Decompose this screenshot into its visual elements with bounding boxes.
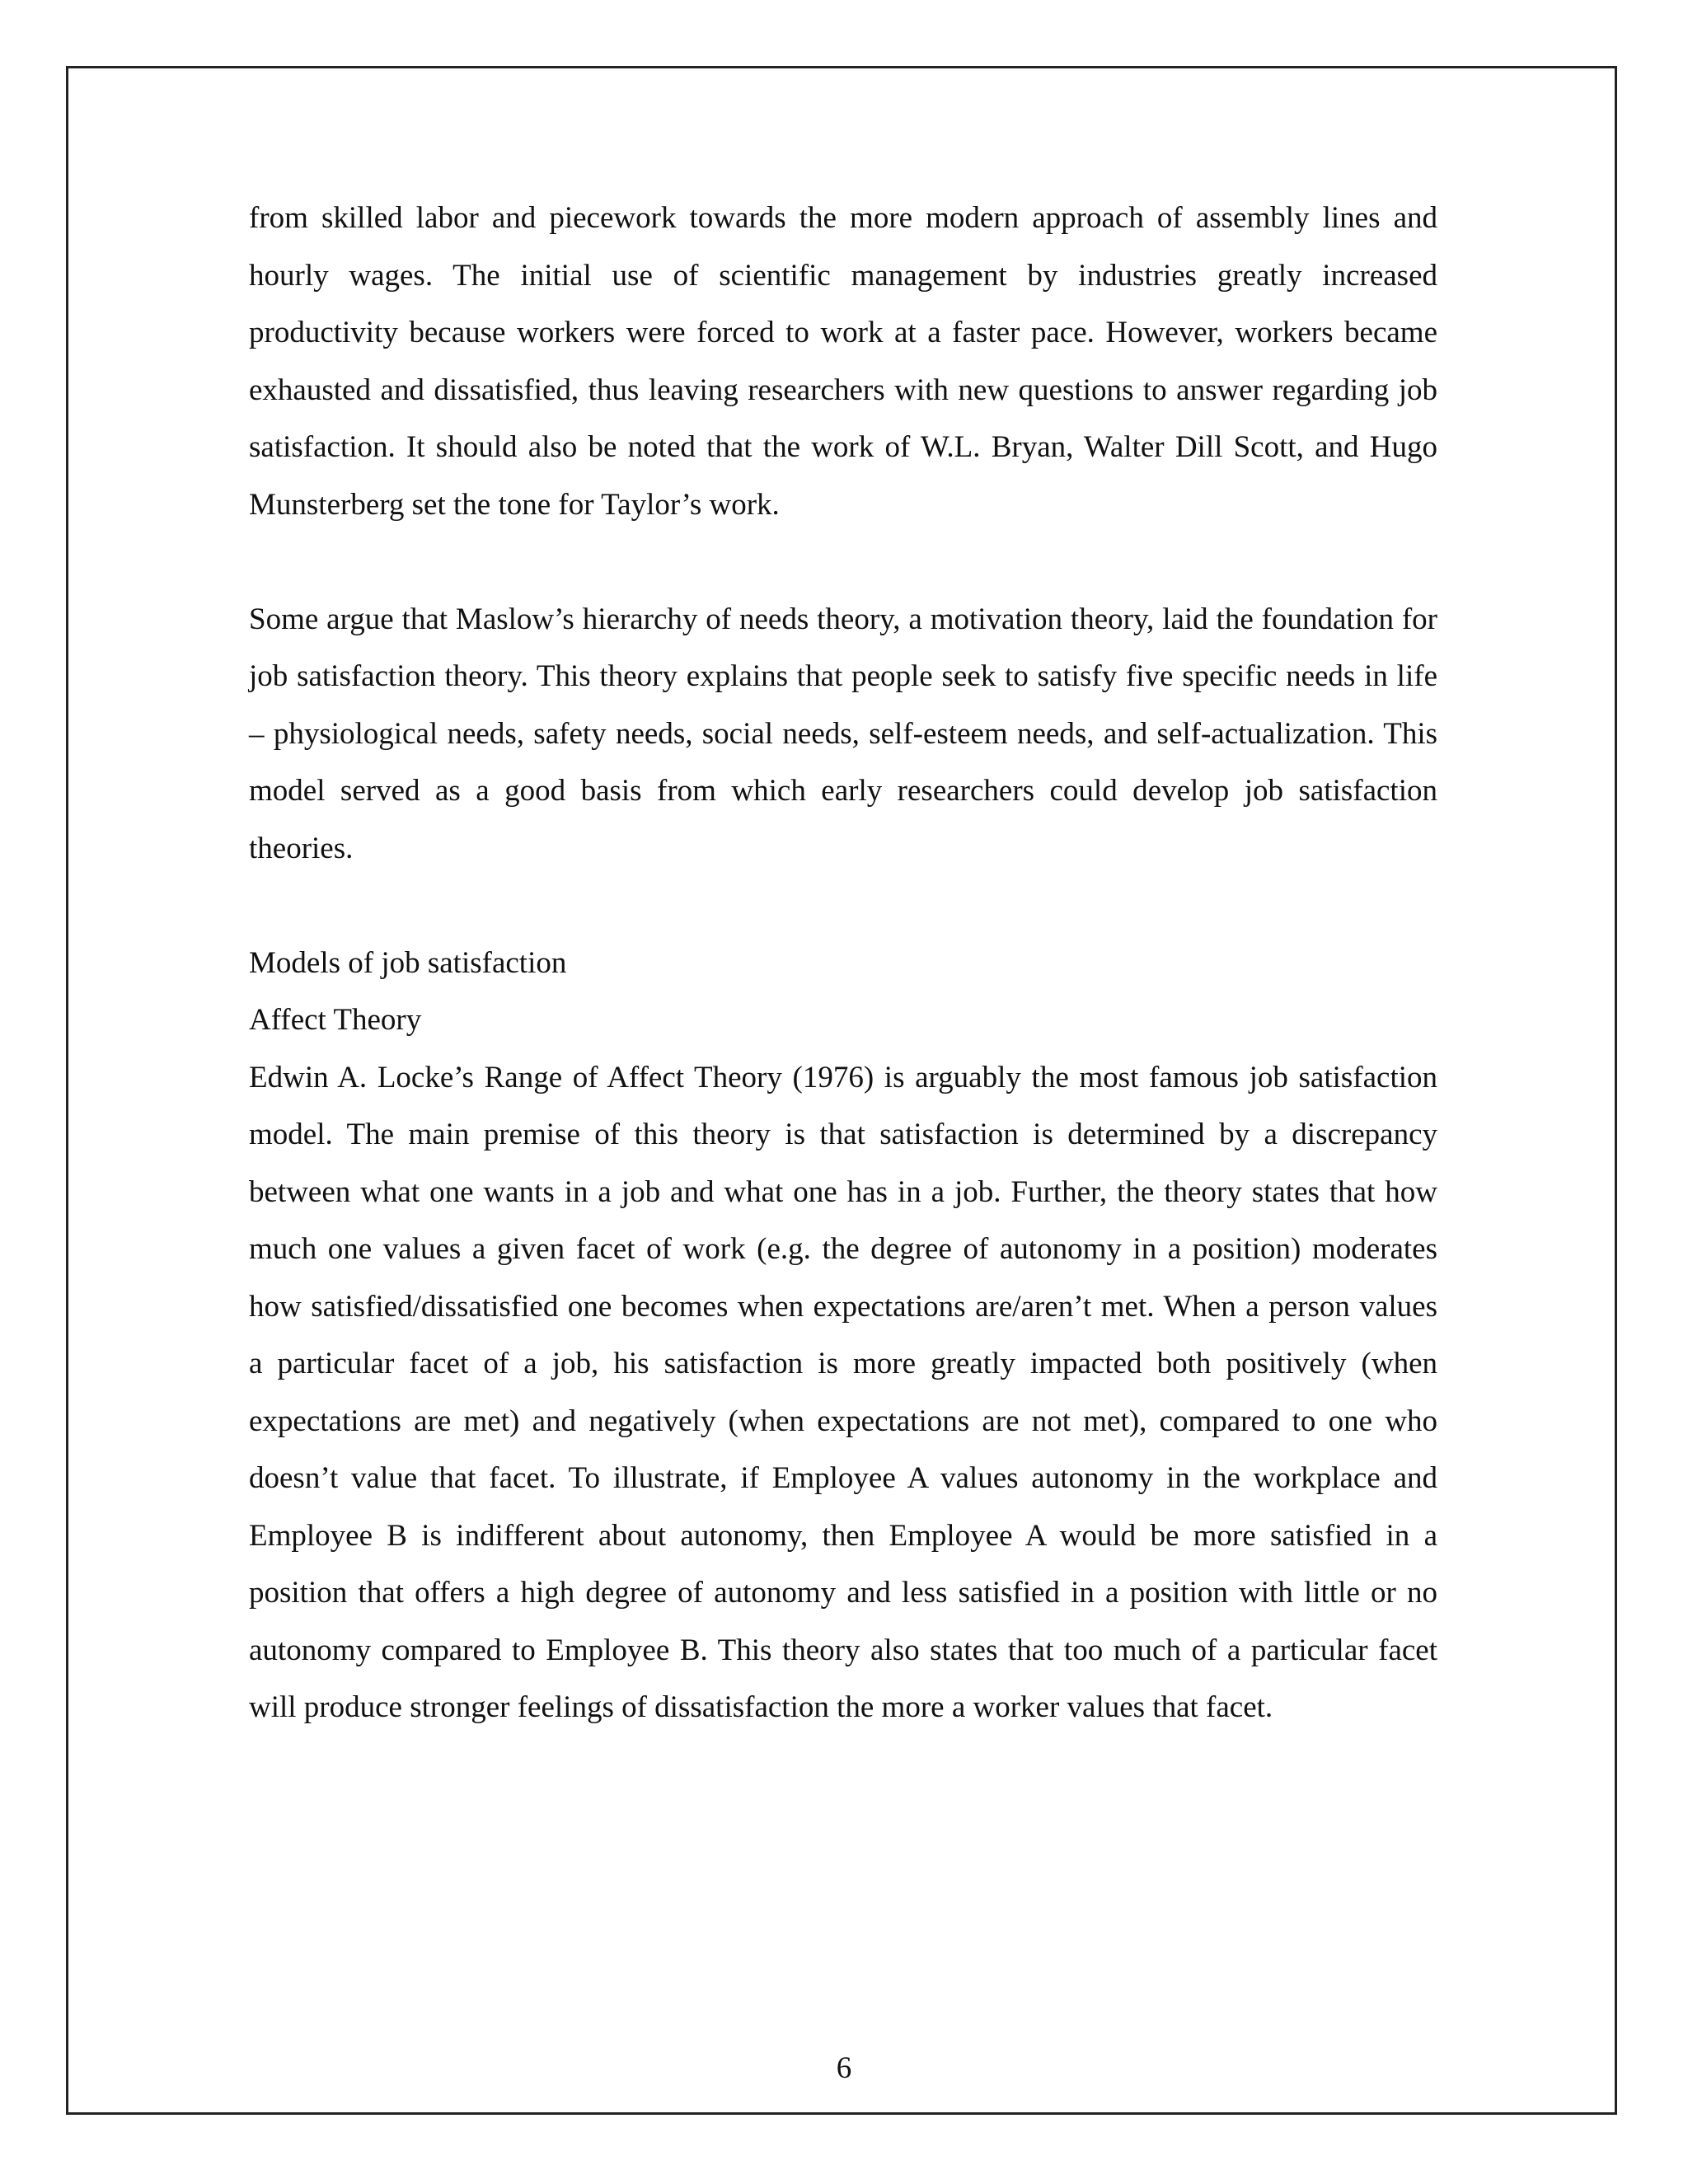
document-body <box>249 190 1437 1736</box>
paragraph-maslow: Some argue that Maslow’s hierarchy of needs theory, a motivation theory, laid the foundation for job satisfaction theory. This theory explains that people seek to satisfy five specific needs in life – physiological needs, safety needs, social needs, self-esteem needs, and self-actualization. This model served as a good basis from which early researchers could develop job satisfaction theories. <box>249 602 1437 865</box>
paragraph-scientific-management: from skilled labor and piecework towards the more modern approach of assembly lines and hourly wages. The initial use of scientific management by industries greatly increased productivity because workers were forced to work at a faster pace. However, workers became exhausted and dissatisfied, thus leaving researchers with new questions to answer regarding job satisfaction. It should also be noted that the work of W.L. Bryan, Walter Dill Scott, and Hugo Munsterberg set the tone for Taylor’s work. <box>249 201 1437 522</box>
page-number: 6 <box>836 2051 852 2085</box>
subsection-heading: Affect Theory <box>249 1003 422 1037</box>
paragraph-affect-theory: Edwin A. Locke’s Range of Affect Theory (1976) is arguably the most famous job satisfaction model. The main premise of this theory is that satisfaction is determined by a discrepancy between what one wants in a job and what one has in a job. Further, the theory states that how much one values a given facet of work (e.g. the degree of autonomy in a position) moderates how satisfied/dissatisfied one becomes when expectations are/aren’t met. When a person values a particular facet of a job, his satisfaction is more greatly impacted both positively (when expectations are met) and negatively (when expectations are not met), compared to one who doesn’t value that facet. To illustrate, if Employee A values autonomy in the workplace and Employee B is indifferent about autonomy, then Employee A would be more satisfied in a position that offers a high degree of autonomy and less satisfied in a position with little or no autonomy compared to Employee B. This theory also states that too much of a particular facet will produce stronger feelings of dissatisfaction the more a worker values that facet. <box>249 1060 1437 1724</box>
section-heading: Models of job satisfaction <box>249 945 567 980</box>
paragraph-gap <box>249 533 1437 591</box>
paragraph-gap <box>249 877 1437 935</box>
